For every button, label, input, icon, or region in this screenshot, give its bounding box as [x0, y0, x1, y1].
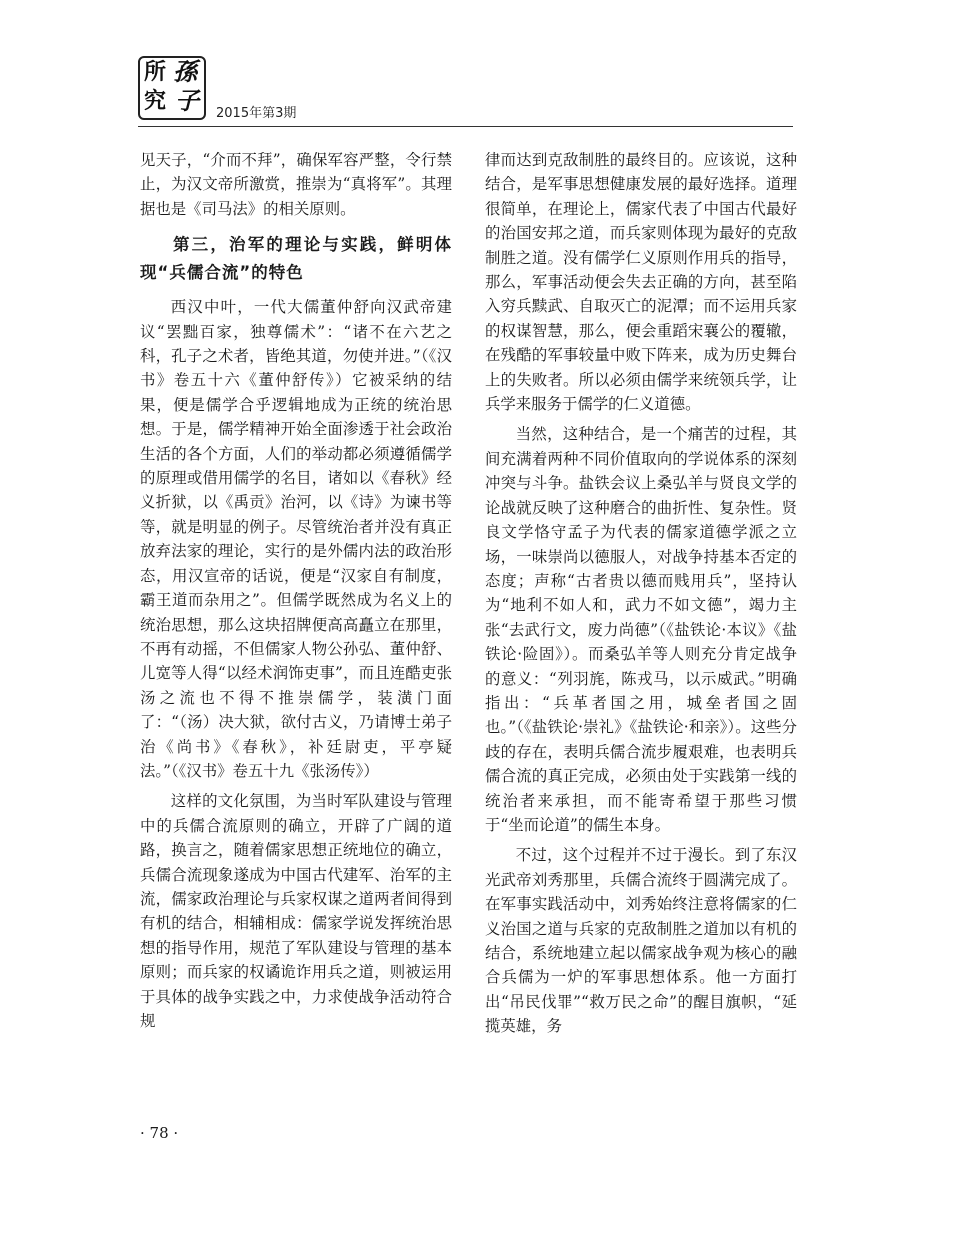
journal-logo — [138, 56, 206, 120]
logo-char-3: 究 — [144, 89, 167, 114]
logo-char-2: 孫 — [173, 58, 197, 86]
page-number: · 78 · — [140, 1124, 179, 1142]
paragraph: 当然，这种结合，是一个痛苦的过程，其间充满着两种不同价值取向的学说体系的深刻冲突与斗争。盐铁会议上桑弘羊与贤良文学的论战就反映了这种磨合的曲折性、复杂性。贤良文学恪守孟子为代表的儒家道德学派之立场，一味崇尚以德服人，对战争持基本否定的态度；声称“古者贵以德而贱用兵”，坚持认为“地利不如人和，武力不如文德”，竭力主张“去武行文，废力尚德”（《盐铁论·本议》《盐铁论·险固》）。而桑弘羊等人则充分肯定战争的意义：“列羽旄，陈戎马，以示威武。”明确指出：“兵革者国之用，城垒者国之固也。”（《盐铁论·崇礼》《盐铁论·和亲》）。这些分歧的存在，表明兵儒合流步履艰难，也表明兵儒合流的真正完成，必须由处于实践第一线的统治者来承担，而不能寄希望于那些习惯于“坐而论道”的儒生本身。 — [485, 425, 797, 834]
section-heading: 第三，治军的理论与实践，鲜明体现“兵儒合流”的特色 — [140, 235, 452, 283]
paragraph: 不过，这个过程并不过于漫长。到了东汉光武帝刘秀那里，兵儒合流终于圆满完成了。在军事实践活动中，刘秀始终注意将儒家的仁义治国之道与兵家的克敌制胜之道加以有机的结合，系统地建立起以儒家战争观为核心的融合兵儒为一炉的军事思想体系。他一方面打出“吊民伐罪”“救万民之命”的醒目旗帜，“延揽英雄，务 — [485, 846, 797, 1036]
logo-char-1: 所 — [144, 60, 167, 85]
left-column — [140, 148, 452, 1039]
paragraph: 这样的文化氛围，为当时军队建设与管理中的兵儒合流原则的确立，开辟了广阔的道路，换言之，随着儒家思想正统地位的确立，兵儒合流现象遂成为中国古代建军、治军的主流，儒家政治理论与兵家权谋之道两者间得到有机的结合，相辅相成：儒家学说发挥统治思想的指导作用，规范了军队建设与管理的基本原则；而兵家的权谲诡诈用兵之道，则被运用于具体的战争实践之中，力求使战争活动符合规 — [140, 792, 452, 1030]
issue-label: 2015年第3期 — [216, 106, 297, 121]
paragraph: 西汉中叶，一代大儒董仲舒向汉武帝建议“罢黜百家，独尊儒术”：“诸不在六艺之科，孔子之术者，皆绝其道，勿使并进。”（《汉书》卷五十六《董仲舒传》）它被采纳的结果，便是儒学合乎逻辑地成为正统的统治思想。于是，儒学精神开始全面渗透于社会政治生活的各个方面，人们的举动都必须遵循儒学的原理或借用儒学的名目，诸如以《春秋》经义折狱，以《禹贡》治河，以《诗》为谏书等等，就是明显的例子。尽管统治者并没有真正放弃法家的理论，实行的是外儒内法的政治形态，用汉宣帝的话说，便是“汉家自有制度，霸王道而杂用之”。但儒学既然成为名义上的统治思想，那么这块招牌便高高矗立在那里，不再有动摇，不但儒家人物公孙弘、董仲舒、儿宽等人得“以经术润饰吏事”，而且连酷吏张汤之流也不得不推崇儒学，装潢门面了：“（汤）决大狱，欲付古义，乃请博士弟子治《尚书》《春秋》，补廷尉吏，平亭疑法。”（《汉书》卷五十九《张汤传》） — [140, 298, 452, 780]
paragraph: 律而达到克敌制胜的最终目的。应该说，这种结合，是军事思想健康发展的最好选择。道理很简单，在理论上，儒家代表了中国古代最好的治国安邦之道，而兵家则体现为最好的克敌制胜之道。没有儒学仁义原则作用兵的指导，那么，军事活动便会失去正确的方向，甚至陷入穷兵黩武、自取灭亡的泥潭；而不运用兵家的权谋智慧，那么，便会重蹈宋襄公的覆辙，在残酷的军事较量中败下阵来，成为历史舞台上的失败者。所以必须由儒学来统领兵学，让兵学来服务于儒学的仁义道德。 — [485, 151, 797, 414]
right-column — [485, 148, 797, 1045]
header-divider — [138, 126, 793, 127]
paragraph: 见天子，“介而不拜”，确保军容严整，令行禁止，为汉文帝所激赏，推崇为“真将军”。其理据也是《司马法》的相关原则。 — [140, 151, 452, 218]
logo-char-4: 子 — [175, 87, 199, 115]
